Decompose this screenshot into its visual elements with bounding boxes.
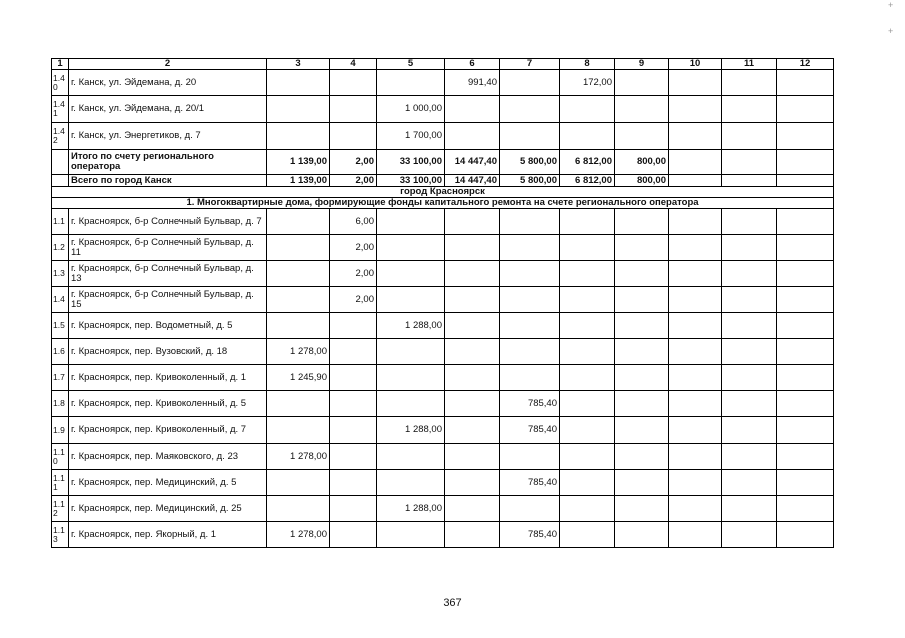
row-value — [777, 287, 834, 313]
row-value — [560, 339, 615, 365]
row-value — [330, 522, 377, 548]
row-code: 1.1 — [52, 209, 69, 235]
column-header: 10 — [669, 59, 722, 70]
row-value — [330, 496, 377, 522]
row-value — [445, 470, 500, 496]
row-value — [500, 70, 560, 96]
row-value — [377, 209, 445, 235]
row-value — [267, 261, 330, 287]
row-value: 1 000,00 — [377, 96, 445, 123]
row-address: г. Красноярск, пер. Кривоколенный, д. 5 — [69, 391, 267, 417]
row-value — [669, 313, 722, 339]
row-value — [615, 261, 669, 287]
column-header: 2 — [69, 59, 267, 70]
row-value — [669, 209, 722, 235]
table-row — [52, 287, 834, 313]
row-value — [722, 339, 777, 365]
column-header: 7 — [500, 59, 560, 70]
row-code: 1.1 0 — [52, 444, 69, 470]
row-value — [669, 496, 722, 522]
row-code — [52, 150, 69, 175]
row-value: 785,40 — [500, 417, 560, 444]
row-value — [669, 123, 722, 150]
row-code — [52, 175, 69, 187]
row-value — [500, 123, 560, 150]
row-value — [615, 96, 669, 123]
table-row — [52, 522, 834, 548]
row-value — [615, 235, 669, 261]
row-value — [500, 444, 560, 470]
row-value: 991,40 — [445, 70, 500, 96]
row-value — [267, 496, 330, 522]
row-value — [267, 391, 330, 417]
row-value: 800,00 — [615, 150, 669, 175]
row-value: 1 245,90 — [267, 365, 330, 391]
row-value — [330, 470, 377, 496]
row-value — [267, 470, 330, 496]
row-value — [722, 470, 777, 496]
row-code: 1.5 — [52, 313, 69, 339]
row-value — [445, 287, 500, 313]
table-row — [52, 391, 834, 417]
row-value — [445, 444, 500, 470]
corner-mark: + — [888, 0, 894, 10]
row-value: 5 800,00 — [500, 175, 560, 187]
column-header: 12 — [777, 59, 834, 70]
row-value — [777, 444, 834, 470]
row-value — [500, 287, 560, 313]
row-value — [669, 287, 722, 313]
row-address: г. Канск, ул. Эйдемана, д. 20/1 — [69, 96, 267, 123]
row-value — [377, 70, 445, 96]
row-address: г. Красноярск, пер. Кривоколенный, д. 7 — [69, 417, 267, 444]
row-address: г. Канск, ул. Эйдемана, д. 20 — [69, 70, 267, 96]
row-value: 1 288,00 — [377, 496, 445, 522]
row-value — [330, 391, 377, 417]
row-value — [500, 339, 560, 365]
row-address: г. Красноярск, пер. Маяковского, д. 23 — [69, 444, 267, 470]
row-code: 1.4 — [52, 287, 69, 313]
row-value — [777, 235, 834, 261]
row-value — [777, 175, 834, 187]
row-value — [330, 365, 377, 391]
row-value — [445, 339, 500, 365]
row-value — [669, 150, 722, 175]
row-value — [330, 96, 377, 123]
row-value: 2,00 — [330, 235, 377, 261]
row-value: 5 800,00 — [500, 150, 560, 175]
row-value — [500, 209, 560, 235]
row-value — [669, 261, 722, 287]
row-value — [777, 70, 834, 96]
row-value — [669, 444, 722, 470]
row-value — [445, 235, 500, 261]
row-value — [330, 339, 377, 365]
row-value: 33 100,00 — [377, 175, 445, 187]
row-address: Всего по город Канск — [69, 175, 267, 187]
row-value — [777, 150, 834, 175]
row-value — [615, 496, 669, 522]
row-value — [560, 365, 615, 391]
row-value — [560, 470, 615, 496]
column-header: 8 — [560, 59, 615, 70]
row-address: г. Красноярск, пер. Вузовский, д. 18 — [69, 339, 267, 365]
row-value: 2,00 — [330, 261, 377, 287]
row-value — [777, 261, 834, 287]
row-value — [377, 261, 445, 287]
row-value — [615, 470, 669, 496]
row-value — [722, 150, 777, 175]
row-value — [722, 96, 777, 123]
row-value — [445, 496, 500, 522]
table-row — [52, 123, 834, 150]
row-value — [500, 235, 560, 261]
row-value: 6 812,00 — [560, 175, 615, 187]
row-value: 14 447,40 — [445, 150, 500, 175]
column-header-row — [52, 59, 834, 70]
section-header-text: 1. Многоквартирные дома, формирующие фонды капитального ремонта на счете регионального оператора — [52, 198, 834, 209]
row-value — [615, 313, 669, 339]
row-value — [722, 417, 777, 444]
row-value — [669, 391, 722, 417]
table-row — [52, 209, 834, 235]
table-row — [52, 261, 834, 287]
row-value: 2,00 — [330, 175, 377, 187]
row-value — [267, 235, 330, 261]
row-code: 1.8 — [52, 391, 69, 417]
row-value: 172,00 — [560, 70, 615, 96]
row-address: г. Красноярск, б-р Солнечный Бульвар, д. 13 — [69, 261, 267, 287]
row-value — [722, 209, 777, 235]
row-value — [777, 522, 834, 548]
row-address: г. Красноярск, пер. Якорный, д. 1 — [69, 522, 267, 548]
row-value — [615, 522, 669, 548]
row-value — [267, 123, 330, 150]
row-value — [377, 522, 445, 548]
row-value — [330, 444, 377, 470]
row-value — [500, 365, 560, 391]
table-row — [52, 313, 834, 339]
row-code: 1.4 1 — [52, 96, 69, 123]
section-header — [52, 198, 834, 209]
row-value — [615, 365, 669, 391]
row-value: 1 278,00 — [267, 444, 330, 470]
table-row — [52, 417, 834, 444]
row-value — [445, 261, 500, 287]
row-value — [377, 235, 445, 261]
row-value — [615, 444, 669, 470]
table-row — [52, 70, 834, 96]
row-value — [777, 391, 834, 417]
row-value — [615, 70, 669, 96]
row-address: г. Красноярск, пер. Водометный, д. 5 — [69, 313, 267, 339]
row-value — [500, 261, 560, 287]
page-number: 367 — [443, 597, 462, 609]
row-code: 1.1 2 — [52, 496, 69, 522]
column-header: 1 — [52, 59, 69, 70]
row-address: г. Красноярск, пер. Медицинский, д. 25 — [69, 496, 267, 522]
row-value — [267, 96, 330, 123]
row-value — [445, 365, 500, 391]
row-address: г. Канск, ул. Энергетиков, д. 7 — [69, 123, 267, 150]
city-header-text: город Красноярск — [52, 187, 834, 198]
row-value: 1 288,00 — [377, 313, 445, 339]
row-value — [267, 287, 330, 313]
table-row — [52, 235, 834, 261]
row-value — [722, 313, 777, 339]
total-row — [52, 150, 834, 175]
row-value — [777, 96, 834, 123]
row-value — [722, 175, 777, 187]
row-value — [560, 209, 615, 235]
row-value — [560, 261, 615, 287]
row-value: 1 288,00 — [377, 417, 445, 444]
row-value — [377, 391, 445, 417]
row-address: г. Красноярск, б-р Солнечный Бульвар, д. 7 — [69, 209, 267, 235]
row-value: 2,00 — [330, 287, 377, 313]
row-value — [722, 365, 777, 391]
row-value — [560, 496, 615, 522]
row-value: 2,00 — [330, 150, 377, 175]
row-value — [560, 522, 615, 548]
row-address: г. Красноярск, б-р Солнечный Бульвар, д. 15 — [69, 287, 267, 313]
row-value: 14 447,40 — [445, 175, 500, 187]
row-code: 1.1 3 — [52, 522, 69, 548]
row-value: 785,40 — [500, 391, 560, 417]
row-value — [377, 470, 445, 496]
row-value — [722, 522, 777, 548]
row-value — [777, 123, 834, 150]
row-value — [722, 496, 777, 522]
row-value — [445, 391, 500, 417]
row-value — [777, 417, 834, 444]
row-value — [445, 417, 500, 444]
row-value — [669, 96, 722, 123]
row-value — [669, 339, 722, 365]
row-code: 1.6 — [52, 339, 69, 365]
row-value — [722, 261, 777, 287]
row-code: 1.4 0 — [52, 70, 69, 96]
row-value — [377, 444, 445, 470]
row-value — [560, 391, 615, 417]
table-row — [52, 96, 834, 123]
column-header: 11 — [722, 59, 777, 70]
row-value — [560, 287, 615, 313]
row-value — [560, 96, 615, 123]
row-value — [560, 235, 615, 261]
row-value — [615, 391, 669, 417]
row-value — [722, 287, 777, 313]
row-value — [777, 339, 834, 365]
row-value: 1 139,00 — [267, 150, 330, 175]
row-value — [377, 287, 445, 313]
row-code: 1.9 — [52, 417, 69, 444]
row-value — [669, 235, 722, 261]
row-value — [560, 313, 615, 339]
row-value — [267, 209, 330, 235]
row-value — [330, 70, 377, 96]
row-value: 800,00 — [615, 175, 669, 187]
row-value — [669, 175, 722, 187]
row-value — [560, 444, 615, 470]
row-value: 785,40 — [500, 470, 560, 496]
row-value — [722, 70, 777, 96]
column-header: 5 — [377, 59, 445, 70]
column-header: 6 — [445, 59, 500, 70]
column-header: 9 — [615, 59, 669, 70]
row-value — [500, 313, 560, 339]
row-value — [777, 365, 834, 391]
row-value — [330, 123, 377, 150]
row-value — [669, 417, 722, 444]
row-value — [722, 391, 777, 417]
corner-mark-2: + — [888, 26, 894, 36]
row-value — [560, 123, 615, 150]
row-value — [669, 365, 722, 391]
row-value — [722, 123, 777, 150]
row-value — [669, 470, 722, 496]
row-code: 1.3 — [52, 261, 69, 287]
row-value — [560, 417, 615, 444]
row-value: 33 100,00 — [377, 150, 445, 175]
row-value — [777, 209, 834, 235]
table-row — [52, 365, 834, 391]
row-value: 6,00 — [330, 209, 377, 235]
row-value — [777, 470, 834, 496]
row-value — [777, 496, 834, 522]
row-address: г. Красноярск, пер. Кривоколенный, д. 1 — [69, 365, 267, 391]
table-row — [52, 470, 834, 496]
row-value — [500, 496, 560, 522]
row-value — [669, 70, 722, 96]
row-value: 785,40 — [500, 522, 560, 548]
total-row — [52, 175, 834, 187]
row-value — [722, 235, 777, 261]
row-code: 1.4 2 — [52, 123, 69, 150]
row-value — [377, 365, 445, 391]
row-value: 1 139,00 — [267, 175, 330, 187]
row-value — [377, 339, 445, 365]
row-value — [615, 417, 669, 444]
row-value: 1 278,00 — [267, 522, 330, 548]
row-address: г. Красноярск, пер. Медицинский, д. 5 — [69, 470, 267, 496]
row-value — [615, 287, 669, 313]
row-value — [615, 209, 669, 235]
row-code: 1.1 1 — [52, 470, 69, 496]
row-value: 1 278,00 — [267, 339, 330, 365]
row-value — [615, 123, 669, 150]
row-address: г. Красноярск, б-р Солнечный Бульвар, д. 11 — [69, 235, 267, 261]
row-value — [445, 96, 500, 123]
row-value — [615, 339, 669, 365]
row-value — [267, 313, 330, 339]
row-value — [445, 123, 500, 150]
row-value — [500, 96, 560, 123]
row-value — [267, 417, 330, 444]
row-value — [445, 313, 500, 339]
row-value — [669, 522, 722, 548]
row-value — [267, 70, 330, 96]
row-code: 1.7 — [52, 365, 69, 391]
row-value — [330, 417, 377, 444]
row-value — [445, 522, 500, 548]
row-code: 1.2 — [52, 235, 69, 261]
city-header — [52, 187, 834, 198]
row-value: 1 700,00 — [377, 123, 445, 150]
row-value — [445, 209, 500, 235]
row-value — [722, 444, 777, 470]
table-row — [52, 339, 834, 365]
table-row — [52, 444, 834, 470]
row-value — [777, 313, 834, 339]
row-address: Итого по счету регионального оператора — [69, 150, 267, 175]
column-header: 4 — [330, 59, 377, 70]
row-value: 6 812,00 — [560, 150, 615, 175]
column-header: 3 — [267, 59, 330, 70]
table-row — [52, 496, 834, 522]
repair-plan-table — [51, 58, 834, 548]
row-value — [330, 313, 377, 339]
